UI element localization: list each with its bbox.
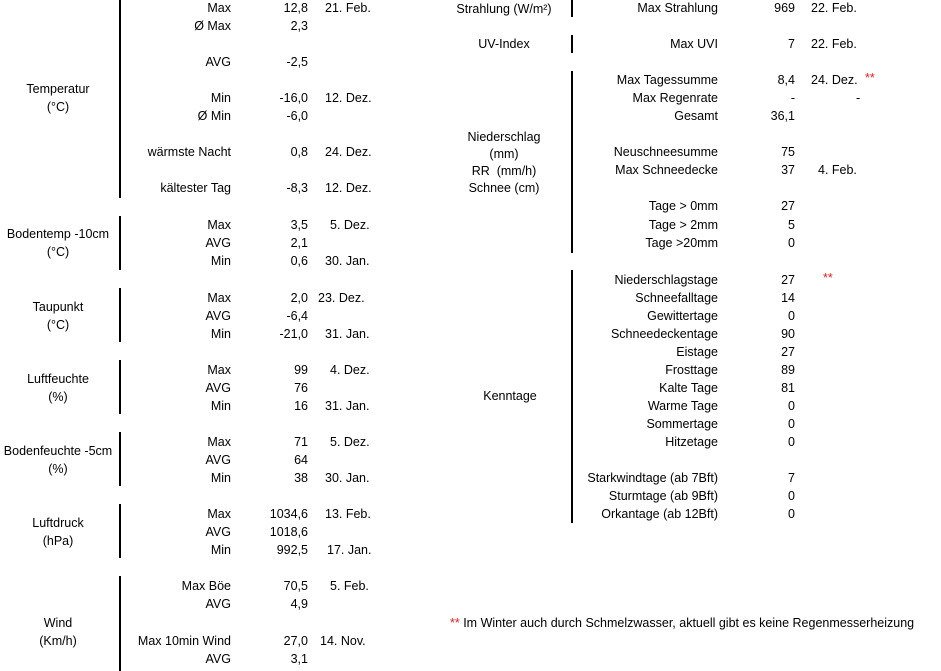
footnote-marker: ** — [865, 71, 875, 85]
row-value: -6,0 — [286, 109, 308, 123]
footnote-text: Im Winter auch durch Schmelzwasser, aktuell gibt es keine Regenmesserheizung — [459, 616, 915, 630]
row-label: AVG — [205, 453, 231, 467]
row-label: Max 10min Wind — [137, 634, 231, 648]
row-date: 24. Dez. — [811, 73, 858, 87]
category-title: Luftdruck — [32, 516, 84, 530]
category-title: Kenntage — [483, 389, 537, 403]
row-value: 0 — [788, 236, 795, 250]
row-label: Frosttage — [665, 363, 718, 377]
row-value: 0 — [788, 435, 795, 449]
row-label: Ø Max — [194, 19, 231, 33]
row-label: Orkantage (ab 12Bft) — [601, 507, 718, 521]
row-value: 99 — [294, 363, 308, 377]
row-value: 5 — [788, 218, 795, 232]
row-label: Schneedeckentage — [610, 327, 718, 341]
row-date: 23. Dez. — [318, 291, 365, 305]
row-value: 2,3 — [290, 19, 308, 33]
row-value: -2,5 — [286, 55, 308, 69]
row-date: 30. Jan. — [325, 471, 370, 485]
row-label: Tage > 0mm — [648, 199, 718, 213]
row-label: Starkwindtage (ab 7Bft) — [587, 471, 718, 485]
row-value: 3,5 — [290, 218, 308, 232]
separator-taupunkt — [119, 288, 121, 342]
category-strahlung — [440, 2, 568, 17]
row-label: Sturmtage (ab 9Bft) — [608, 489, 718, 503]
row-label: AVG — [205, 525, 231, 539]
row-value: 2,0 — [290, 291, 308, 305]
row-label: Eistage — [676, 345, 718, 359]
row-label: Kalte Tage — [659, 381, 718, 395]
row-value: 89 — [781, 363, 795, 377]
category-title: Temperatur — [26, 82, 90, 96]
row-date: 12. Dez. — [325, 91, 372, 105]
row-label: Gesamt — [674, 109, 718, 123]
category-uv — [440, 37, 568, 52]
row-label: AVG — [205, 381, 231, 395]
row-value: 7 — [788, 37, 795, 51]
separator-bodentemp — [119, 216, 121, 270]
separator-luftdruck — [119, 504, 121, 558]
category-title: Bodentemp -10cm — [6, 227, 110, 241]
category-niederschlag — [440, 129, 568, 197]
category-luftdruck — [0, 516, 116, 549]
row-value: 38 — [294, 471, 308, 485]
row-date: 5. Dez. — [330, 435, 370, 449]
row-value: 64 — [294, 453, 308, 467]
row-date: 21. Feb. — [325, 1, 371, 15]
row-value: 90 — [781, 327, 795, 341]
row-date: 5. Dez. — [330, 218, 370, 232]
row-date: 30. Jan. — [325, 254, 370, 268]
row-date: 4. Dez. — [330, 363, 370, 377]
row-label: Min — [210, 399, 231, 413]
row-label: Schneefalltage — [635, 291, 718, 305]
row-label: Max — [207, 507, 231, 521]
row-value: 992,5 — [276, 543, 308, 557]
separator-luftfeuchte — [119, 360, 121, 414]
separator-bodenfeuchte — [119, 432, 121, 486]
category-taupunkt — [0, 300, 116, 333]
row-value: 81 — [781, 381, 795, 395]
row-label: Warme Tage — [647, 399, 718, 413]
row-value: -16,0 — [279, 91, 308, 105]
row-value: 27 — [781, 273, 795, 287]
row-value: 16 — [294, 399, 308, 413]
row-value: - — [790, 91, 795, 105]
row-value: 0 — [788, 489, 795, 503]
row-date: - — [856, 91, 861, 105]
row-label: AVG — [205, 309, 231, 323]
row-label: kältester Tag — [160, 181, 231, 195]
footnote-marker: ** — [450, 616, 460, 630]
row-value: 2,1 — [290, 236, 308, 250]
row-label: Max Strahlung — [637, 1, 718, 15]
row-label: Min — [210, 91, 231, 105]
row-date: 22. Feb. — [811, 1, 857, 15]
category-title: Strahlung (W/m²) — [456, 2, 552, 16]
row-value: 70,5 — [283, 579, 308, 593]
row-value: 37 — [781, 163, 795, 177]
row-value: 0 — [788, 399, 795, 413]
category-title: Wind — [43, 616, 73, 630]
row-label: AVG — [205, 597, 231, 611]
row-label: Hitzetage — [665, 435, 718, 449]
row-value: 0 — [788, 507, 795, 521]
row-label: Min — [210, 471, 231, 485]
category-title: Bodenfeuchte -5cm — [3, 444, 113, 458]
row-label: Gewittertage — [647, 309, 718, 323]
row-value: 4,9 — [290, 597, 308, 611]
row-value: 3,1 — [290, 652, 308, 666]
row-value: 0 — [788, 417, 795, 431]
category-unit: (%) — [48, 390, 68, 404]
row-label: Sommertage — [646, 417, 718, 431]
row-label: Niederschlagstage — [614, 273, 718, 287]
row-value: 71 — [294, 435, 308, 449]
separator-strahlung — [571, 0, 573, 17]
row-value: 27 — [781, 345, 795, 359]
category-unit: (mm) — [489, 147, 519, 161]
row-label: Max UVI — [670, 37, 718, 51]
category-title: Niederschlag — [467, 130, 541, 144]
footnote — [450, 616, 914, 631]
row-label: AVG — [205, 236, 231, 250]
category-unit: (°C) — [46, 245, 70, 259]
row-date: 22. Feb. — [811, 37, 857, 51]
row-value: 14 — [781, 291, 795, 305]
row-label: Min — [210, 254, 231, 268]
category-title: Luftfeuchte — [27, 372, 89, 386]
category-title: UV-Index — [478, 37, 530, 51]
category-unit: (Km/h) — [39, 634, 77, 648]
row-label: Neuschneesumme — [613, 145, 718, 159]
row-value: 969 — [774, 1, 795, 15]
row-label: Max Tagessumme — [616, 73, 718, 87]
row-value: -21,0 — [279, 327, 308, 341]
row-date: 4. Feb. — [818, 163, 857, 177]
row-value: -6,4 — [286, 309, 308, 323]
category-unit: (°C) — [46, 318, 70, 332]
separator-temperatur — [119, 0, 121, 198]
row-label: Max — [207, 291, 231, 305]
row-value: 0,8 — [290, 145, 308, 159]
category-unit: (°C) — [46, 100, 70, 114]
row-value: 12,8 — [283, 1, 308, 15]
row-label: Ø Min — [197, 109, 231, 123]
row-label: Min — [210, 543, 231, 557]
row-label: Max Regenrate — [632, 91, 718, 105]
row-date: 5. Feb. — [330, 579, 369, 593]
category-bodentemp — [0, 227, 116, 260]
category-bodenfeuchte — [0, 444, 116, 477]
separator-wind — [119, 576, 121, 671]
row-label: Max Böe — [181, 579, 231, 593]
category-unit: Schnee (cm) — [468, 181, 540, 195]
category-unit: (%) — [48, 462, 68, 476]
row-value: 0,6 — [290, 254, 308, 268]
row-value: 76 — [294, 381, 308, 395]
row-label: Tage >20mm — [645, 236, 718, 250]
row-label: AVG — [205, 652, 231, 666]
row-date: 24. Dez. — [325, 145, 372, 159]
row-label: wärmste Nacht — [147, 145, 231, 159]
row-label: Max — [207, 363, 231, 377]
row-date: 31. Jan. — [325, 327, 370, 341]
row-date: 14. Nov. — [320, 634, 366, 648]
row-label: Max — [207, 1, 231, 15]
row-value: 7 — [788, 471, 795, 485]
row-label: Max Schneedecke — [615, 163, 718, 177]
separator-uv — [571, 35, 573, 53]
row-value: 1018,6 — [269, 525, 308, 539]
footnote-marker: ** — [823, 271, 833, 285]
category-luftfeuchte — [0, 372, 116, 405]
row-label: Max — [207, 218, 231, 232]
row-label: AVG — [205, 55, 231, 69]
row-value: 36,1 — [770, 109, 795, 123]
row-label: Tage > 2mm — [648, 218, 718, 232]
row-value: 75 — [781, 145, 795, 159]
category-title: Taupunkt — [32, 300, 84, 314]
row-label: Min — [210, 327, 231, 341]
row-value: 1034,6 — [269, 507, 308, 521]
row-label: Max — [207, 435, 231, 449]
category-kenntage — [440, 389, 580, 404]
row-date: 17. Jan. — [327, 543, 372, 557]
separator-niederschlag — [571, 71, 573, 253]
row-value: 27,0 — [283, 634, 308, 648]
category-temperatur — [0, 82, 116, 115]
row-value: 0 — [788, 309, 795, 323]
row-value: 27 — [781, 199, 795, 213]
row-value: 8,4 — [777, 73, 795, 87]
category-unit: RR (mm/h) — [471, 164, 537, 178]
category-unit: (hPa) — [42, 534, 74, 548]
row-value: -8,3 — [286, 181, 308, 195]
row-date: 12. Dez. — [325, 181, 372, 195]
row-date: 31. Jan. — [325, 399, 370, 413]
row-date: 13. Feb. — [325, 507, 371, 521]
category-wind — [0, 616, 116, 649]
